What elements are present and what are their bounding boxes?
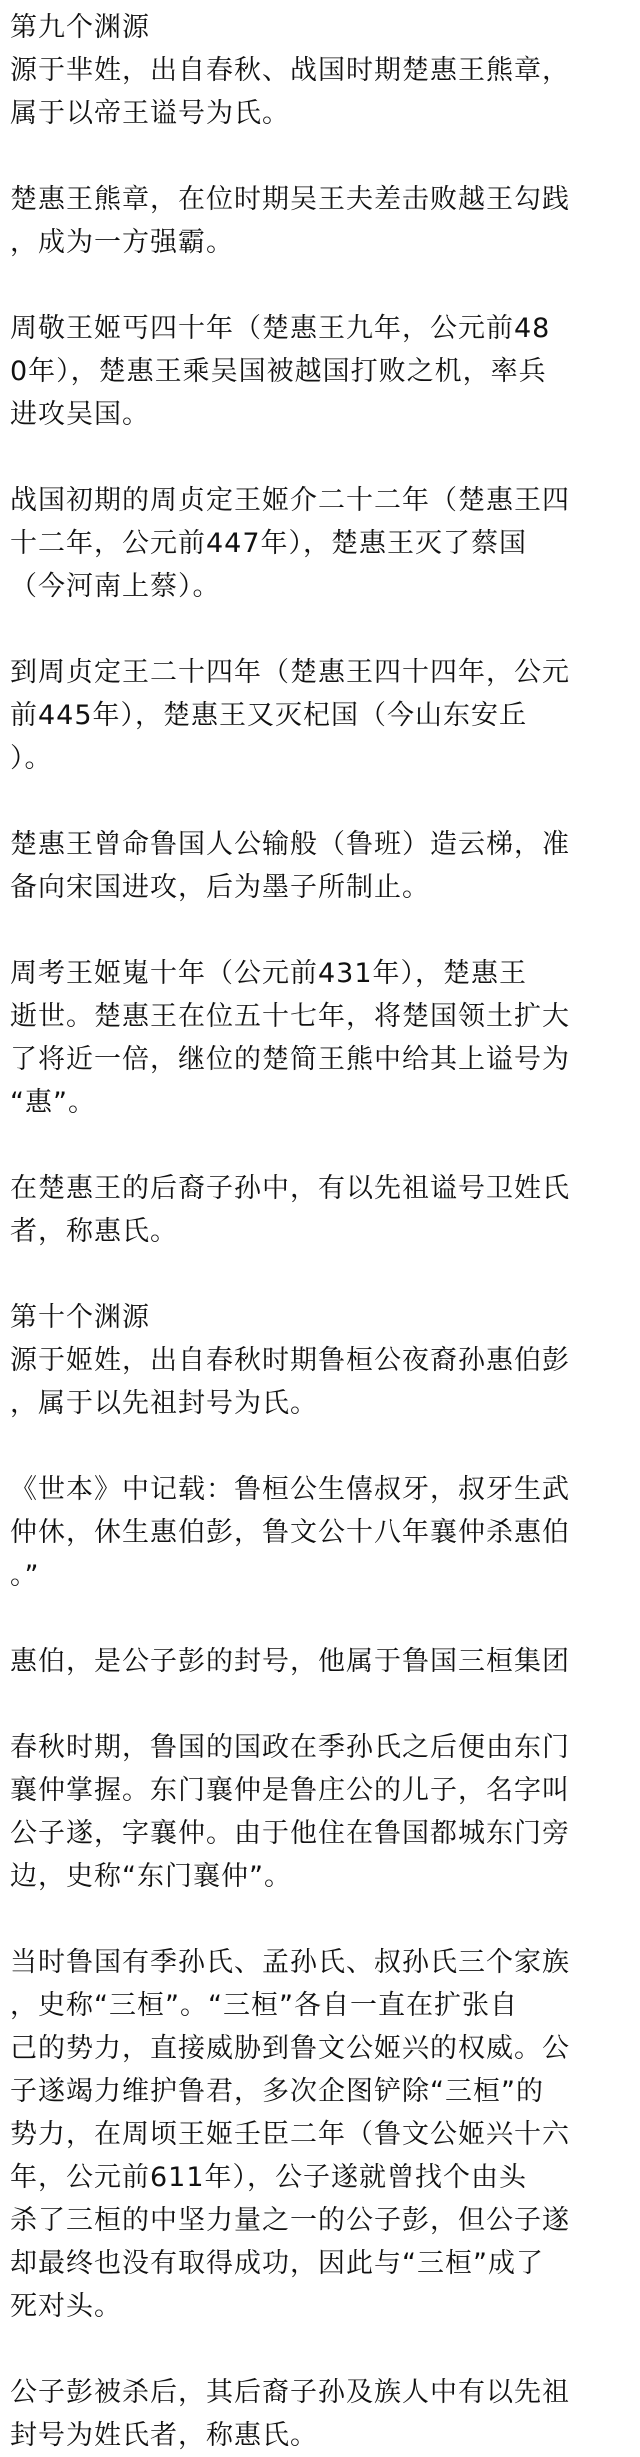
text-line: 仲休，休生惠伯彭，鲁文公十八年襄仲杀惠伯 (10, 1517, 570, 1548)
text-line: 公子遂，字襄仲。由于他住在鲁国都城东门旁 (10, 1818, 570, 1849)
text-line: 当时鲁国有季孙氏、孟孙氏、叔孙氏三个家族 (10, 1947, 570, 1978)
document-text (10, 6, 630, 2457)
text-line: 杀了三桓的中坚力量之一的公子彭，但公子遂 (10, 2205, 570, 2236)
text-line: 死对头。 (10, 2291, 122, 2322)
text-line: 楚惠王曾命鲁国人公输般（鲁班）造云梯，准 (10, 829, 570, 860)
text-line: 周考王姬嵬十年（公元前431年），楚惠王 (10, 958, 528, 989)
text-line: 在楚惠王的后裔子孙中，有以先祖谥号卫姓氏 (10, 1173, 570, 1204)
text-line: 势力，在周顷王姬壬臣二年（鲁文公姬兴十六 (10, 2119, 570, 2150)
text-line: 边，史称“东门襄仲”。 (10, 1861, 292, 1892)
paragraph-gap (10, 264, 630, 307)
text-line: ）。 (10, 743, 53, 774)
paragraph-gap (10, 780, 630, 823)
text-line: 却最终也没有取得成功，因此与“三桓”成了 (10, 2248, 544, 2279)
text-line: 第九个渊源 (10, 12, 150, 43)
text-line: 战国初期的周贞定王姬介二十二年（楚惠王四 (10, 485, 570, 516)
text-line: 备向宋国进攻，后为墨子所制止。 (10, 872, 430, 903)
text-line: 襄仲掌握。东门襄仲是鲁庄公的儿子，名字叫 (10, 1775, 570, 1806)
text-line: 子遂竭力维护鲁君，多次企图铲除“三桓”的 (10, 2076, 544, 2107)
text-line: 公子彭被杀后，其后裔子孙及族人中有以先祖 (10, 2377, 570, 2408)
text-line: 惠伯，是公子彭的封号，他属于鲁国三桓集团 (10, 1646, 570, 1677)
text-line: 《世本》中记载：鲁桓公生僖叔牙，叔牙生武 (10, 1474, 570, 1505)
text-line: ，成为一方强霸。 (10, 227, 234, 258)
text-line: 者，称惠氏。 (10, 1216, 178, 1247)
text-line: 封号为姓氏者，称惠氏。 (10, 2420, 318, 2451)
text-line: 源于姬姓，出自春秋时期鲁桓公夜裔孙惠伯彭 (10, 1345, 570, 1376)
text-line: ，属于以先祖封号为氏。 (10, 1388, 318, 1419)
text-line: 。” (10, 1560, 40, 1591)
paragraph-gap (10, 1683, 630, 1726)
text-line: 逝世。楚惠王在位五十七年，将楚国领土扩大 (10, 1001, 570, 1032)
text-line: 了将近一倍，继位的楚简王熊中给其上谥号为 (10, 1044, 570, 1075)
paragraph-gap (10, 135, 630, 178)
paragraph-gap (10, 1898, 630, 1941)
text-line: 0年），楚惠王乘吴国被越国打败之机，率兵 (10, 356, 547, 387)
text-line: 周敬王姬丐四十年（楚惠王九年，公元前48 (10, 313, 551, 344)
text-line: 十二年，公元前447年），楚惠王灭了蔡国 (10, 528, 528, 559)
paragraph-gap (10, 1124, 630, 1167)
paragraph-gap (10, 1425, 630, 1468)
paragraph-gap (10, 1597, 630, 1640)
text-line: 第十个渊源 (10, 1302, 150, 1333)
paragraph-gap (10, 436, 630, 479)
text-line: 年，公元前611年），公子遂就曾找个由头 (10, 2162, 528, 2193)
text-line: “惠”。 (10, 1087, 96, 1118)
text-line: 到周贞定王二十四年（楚惠王四十四年，公元 (10, 657, 570, 688)
text-line: 楚惠王熊章，在位时期吴王夫差击败越王勾践 (10, 184, 570, 215)
text-line: 源于芈姓，出自春秋、战国时期楚惠王熊章， (10, 55, 570, 86)
text-line: ，史称“三桓”。“三桓”各自一直在扩张自 (10, 1990, 518, 2021)
paragraph-gap (10, 909, 630, 952)
text-line: （今河南上蔡）。 (10, 571, 221, 602)
paragraph-gap (10, 608, 630, 651)
text-line: 属于以帝王谥号为氏。 (10, 98, 290, 129)
paragraph-gap (10, 1253, 630, 1296)
text-line: 春秋时期，鲁国的国政在季孙氏之后便由东门 (10, 1732, 570, 1763)
text-line: 己的势力，直接威胁到鲁文公姬兴的权威。公 (10, 2033, 570, 2064)
text-line: 前445年），楚惠王又灭杞国（今山东安丘 (10, 700, 528, 731)
paragraph-gap (10, 2328, 630, 2371)
text-line: 进攻吴国。 (10, 399, 150, 430)
